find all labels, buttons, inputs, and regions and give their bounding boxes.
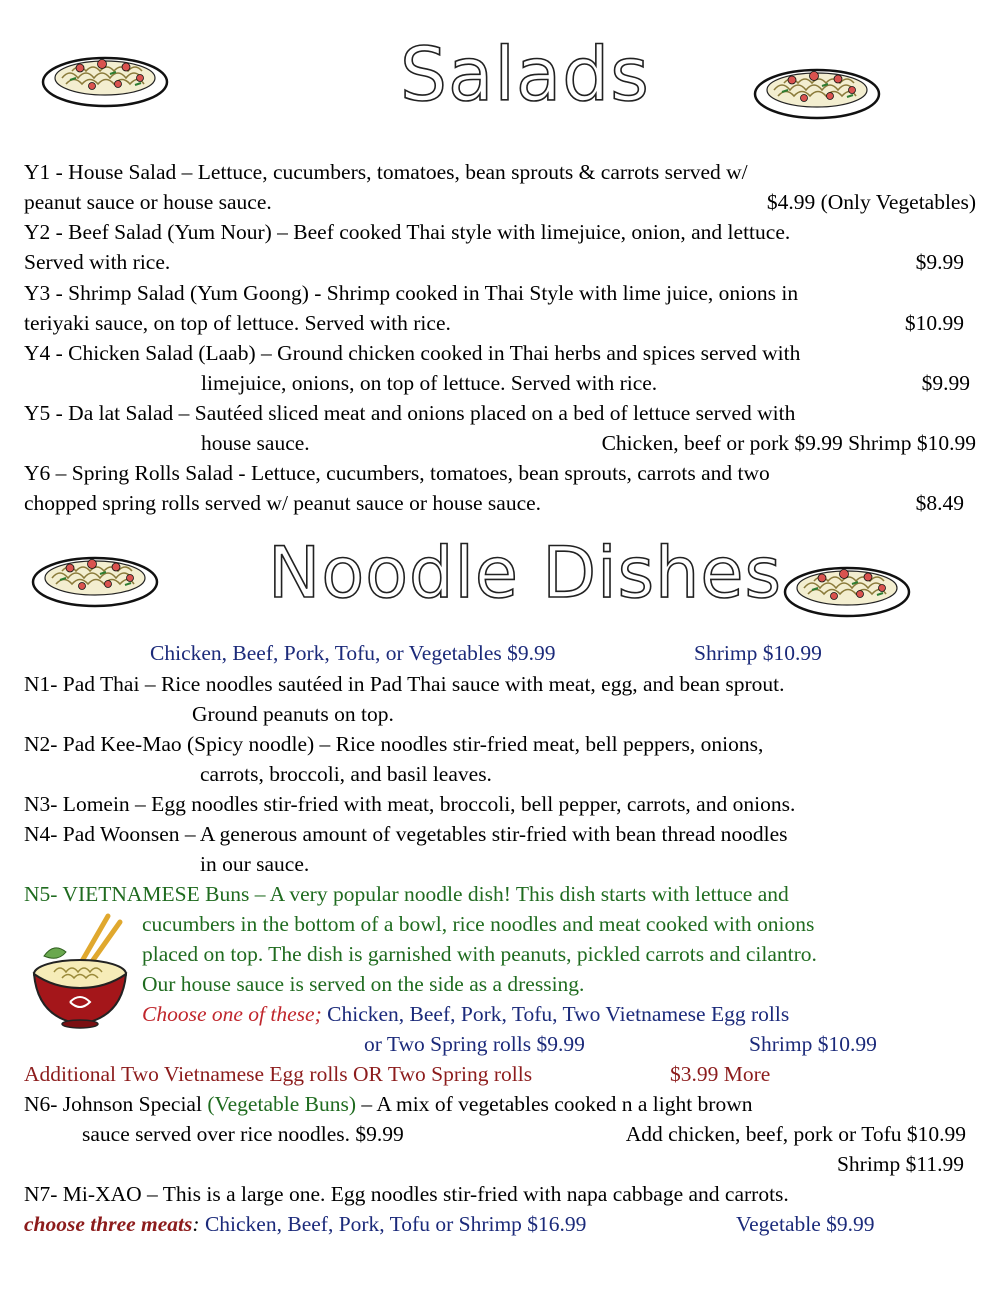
noodle-n6-add-price: Add chicken, beef, pork or Tofu $10.99 — [625, 1122, 966, 1146]
noodle-n3-line1: N3- Lomein – Egg noodles stir-fried with meat, broccoli, bell pepper, carrots, and onions. — [24, 792, 796, 816]
noodle-n1-desc: Ground peanuts on top. — [192, 702, 394, 726]
noodle-n4-line1: N4- Pad Woonsen – A generous amount of vegetables stir-fried with bean thread noodles — [24, 822, 788, 846]
noodle-n7-veg-price: Vegetable $9.99 — [736, 1212, 875, 1236]
salad-y4-line1: Y4 - Chicken Salad (Laab) – Ground chicken cooked in Thai herbs and spices served with — [24, 341, 801, 365]
noodle-n5-line2 — [24, 909, 976, 939]
salads-title: Salads — [400, 32, 650, 118]
noodle-n5-choose-label: Choose one of these — [142, 1002, 315, 1026]
salad-y2-line2 — [24, 247, 976, 277]
salad-y5-price: Chicken, beef or pork $9.99 Shrimp $10.99 — [601, 431, 976, 455]
noodle-n5-choose-shrimp: Shrimp $10.99 — [749, 1032, 877, 1056]
noodle-n6-prefix: N6- Johnson Special — [24, 1092, 208, 1116]
noodle-n5-line3 — [24, 939, 976, 969]
noodle-price-main: Chicken, Beef, Pork, Tofu, or Vegetables $9.99 — [150, 641, 556, 665]
salad-y6-price: $8.49 — [915, 491, 964, 515]
noodle-n5-choose-items: Chicken, Beef, Pork, Tofu, Two Vietnamese Egg rolls — [321, 1002, 790, 1026]
salad-y2-price: $9.99 — [915, 250, 964, 274]
salad-y6-line2 — [24, 488, 976, 518]
noodle-n5-choose-line2 — [24, 1029, 976, 1059]
salad-y1-line2 — [24, 187, 976, 217]
salad-y4-line2 — [24, 368, 976, 398]
noodle-n5-choose-line — [24, 999, 976, 1029]
noodle-n5-additional-line — [24, 1059, 976, 1089]
noodle-n5-line1: N5- VIETNAMESE Buns – A very popular noodle dish! This dish starts with lettuce and — [24, 882, 789, 906]
noodle-n2-desc: carrots, broccoli, and basil leaves. — [200, 762, 492, 786]
salad-y5-line1: Y5 - Da lat Salad – Sautéed sliced meat and onions placed on a bed of lettuce served with — [24, 401, 796, 425]
noodle-n5-choose-sep: ; — [314, 1002, 322, 1026]
noodle-n1-line1: N1- Pad Thai – Rice noodles sautéed in Pad Thai sauce with meat, egg, and bean sprout. — [24, 672, 785, 696]
noodle-plate-icon — [782, 550, 912, 620]
noodle-n5-desc2: cucumbers in the bottom of a bowl, rice noodles and meat cooked with onions — [142, 912, 815, 936]
noodle-n6-suffix: – A mix of vegetables cooked n a light brown — [356, 1092, 753, 1116]
noodle-plate-icon — [40, 40, 170, 110]
noodle-n7-line2 — [24, 1209, 976, 1239]
noodle-plate-icon — [752, 52, 882, 122]
noodle-n7-sep: : — [192, 1212, 200, 1236]
salad-y1-desc: peanut sauce or house sauce. — [24, 190, 272, 214]
salad-y5-line2 — [24, 428, 976, 458]
noodle-n5-additional-price: $3.99 More — [670, 1062, 771, 1086]
salad-y6-desc: chopped spring rolls served w/ peanut sauce or house sauce. — [24, 491, 542, 515]
noodle-n7-items: Chicken, Beef, Pork, Tofu or Shrimp $16.99 — [199, 1212, 587, 1236]
noodle-plate-icon — [30, 540, 160, 610]
noodle-n5-line4 — [24, 969, 976, 999]
salad-y4-price: $9.99 — [921, 371, 970, 395]
noodle-n4-desc: in our sauce. — [200, 852, 310, 876]
salad-y6-line1: Y6 – Spring Rolls Salad - Lettuce, cucumbers, tomatoes, bean sprouts, carrots and two — [24, 461, 770, 485]
noodle-n2-line2 — [24, 759, 976, 789]
noodle-n7-line1: N7- Mi-XAO – This is a large one. Egg noodles stir-fried with napa cabbage and carrots. — [24, 1182, 789, 1206]
noodle-n5-desc4: Our house sauce is served on the side as a dressing. — [142, 972, 585, 996]
noodle-price-shrimp: Shrimp $10.99 — [694, 641, 822, 665]
noodle-n2-line1: N2- Pad Kee-Mao (Spicy noodle) – Rice noodles stir-fried meat, bell peppers, onions, — [24, 732, 764, 756]
noodle-n4-line2 — [24, 849, 976, 879]
noodle-n7-label: choose three meats — [24, 1212, 193, 1236]
salad-y3-line2 — [24, 308, 976, 338]
salad-y2-desc: Served with rice. — [24, 250, 171, 274]
salad-y5-desc: house sauce. — [201, 431, 310, 455]
salad-y3-line1: Y3 - Shrimp Salad (Yum Goong) - Shrimp cooked in Thai Style with lime juice, onions in — [24, 281, 799, 305]
noodle-n6-line2 — [24, 1119, 976, 1149]
salad-y3-price: $10.99 — [904, 311, 964, 335]
noodle-dishes-title: Noodle Dishes — [268, 532, 782, 614]
salad-y1-line1: Y1 - House Salad – Lettuce, cucumbers, tomatoes, bean sprouts & carrots served w/ — [24, 160, 748, 184]
salad-y1-price: $4.99 (Only Vegetables) — [766, 190, 976, 214]
noodle-n5-choose-price: or Two Spring rolls $9.99 — [364, 1032, 585, 1056]
noodle-bowl-icon — [30, 912, 130, 1030]
noodle-price-line — [24, 638, 976, 668]
noodle-n6-desc: sauce served over rice noodles. $9.99 — [82, 1122, 404, 1146]
salad-y4-desc: limejuice, onions, on top of lettuce. Served with rice. — [201, 371, 658, 395]
salad-y2-line1: Y2 - Beef Salad (Yum Nour) – Beef cooked Thai style with limejuice, onion, and lettuce. — [24, 220, 791, 244]
noodle-n5-additional: Additional Two Vietnamese Egg rolls OR Two Spring rolls — [24, 1062, 533, 1086]
noodle-n6-green: (Vegetable Buns) — [207, 1092, 356, 1116]
noodle-n6-shrimp-price: Shrimp $11.99 — [836, 1152, 964, 1176]
noodle-n1-line2 — [24, 699, 976, 729]
noodle-n6-line1 — [24, 1089, 976, 1119]
noodle-n5-desc3: placed on top. The dish is garnished with peanuts, pickled carrots and cilantro. — [142, 942, 817, 966]
salad-y3-desc: teriyaki sauce, on top of lettuce. Served with rice. — [24, 311, 451, 335]
